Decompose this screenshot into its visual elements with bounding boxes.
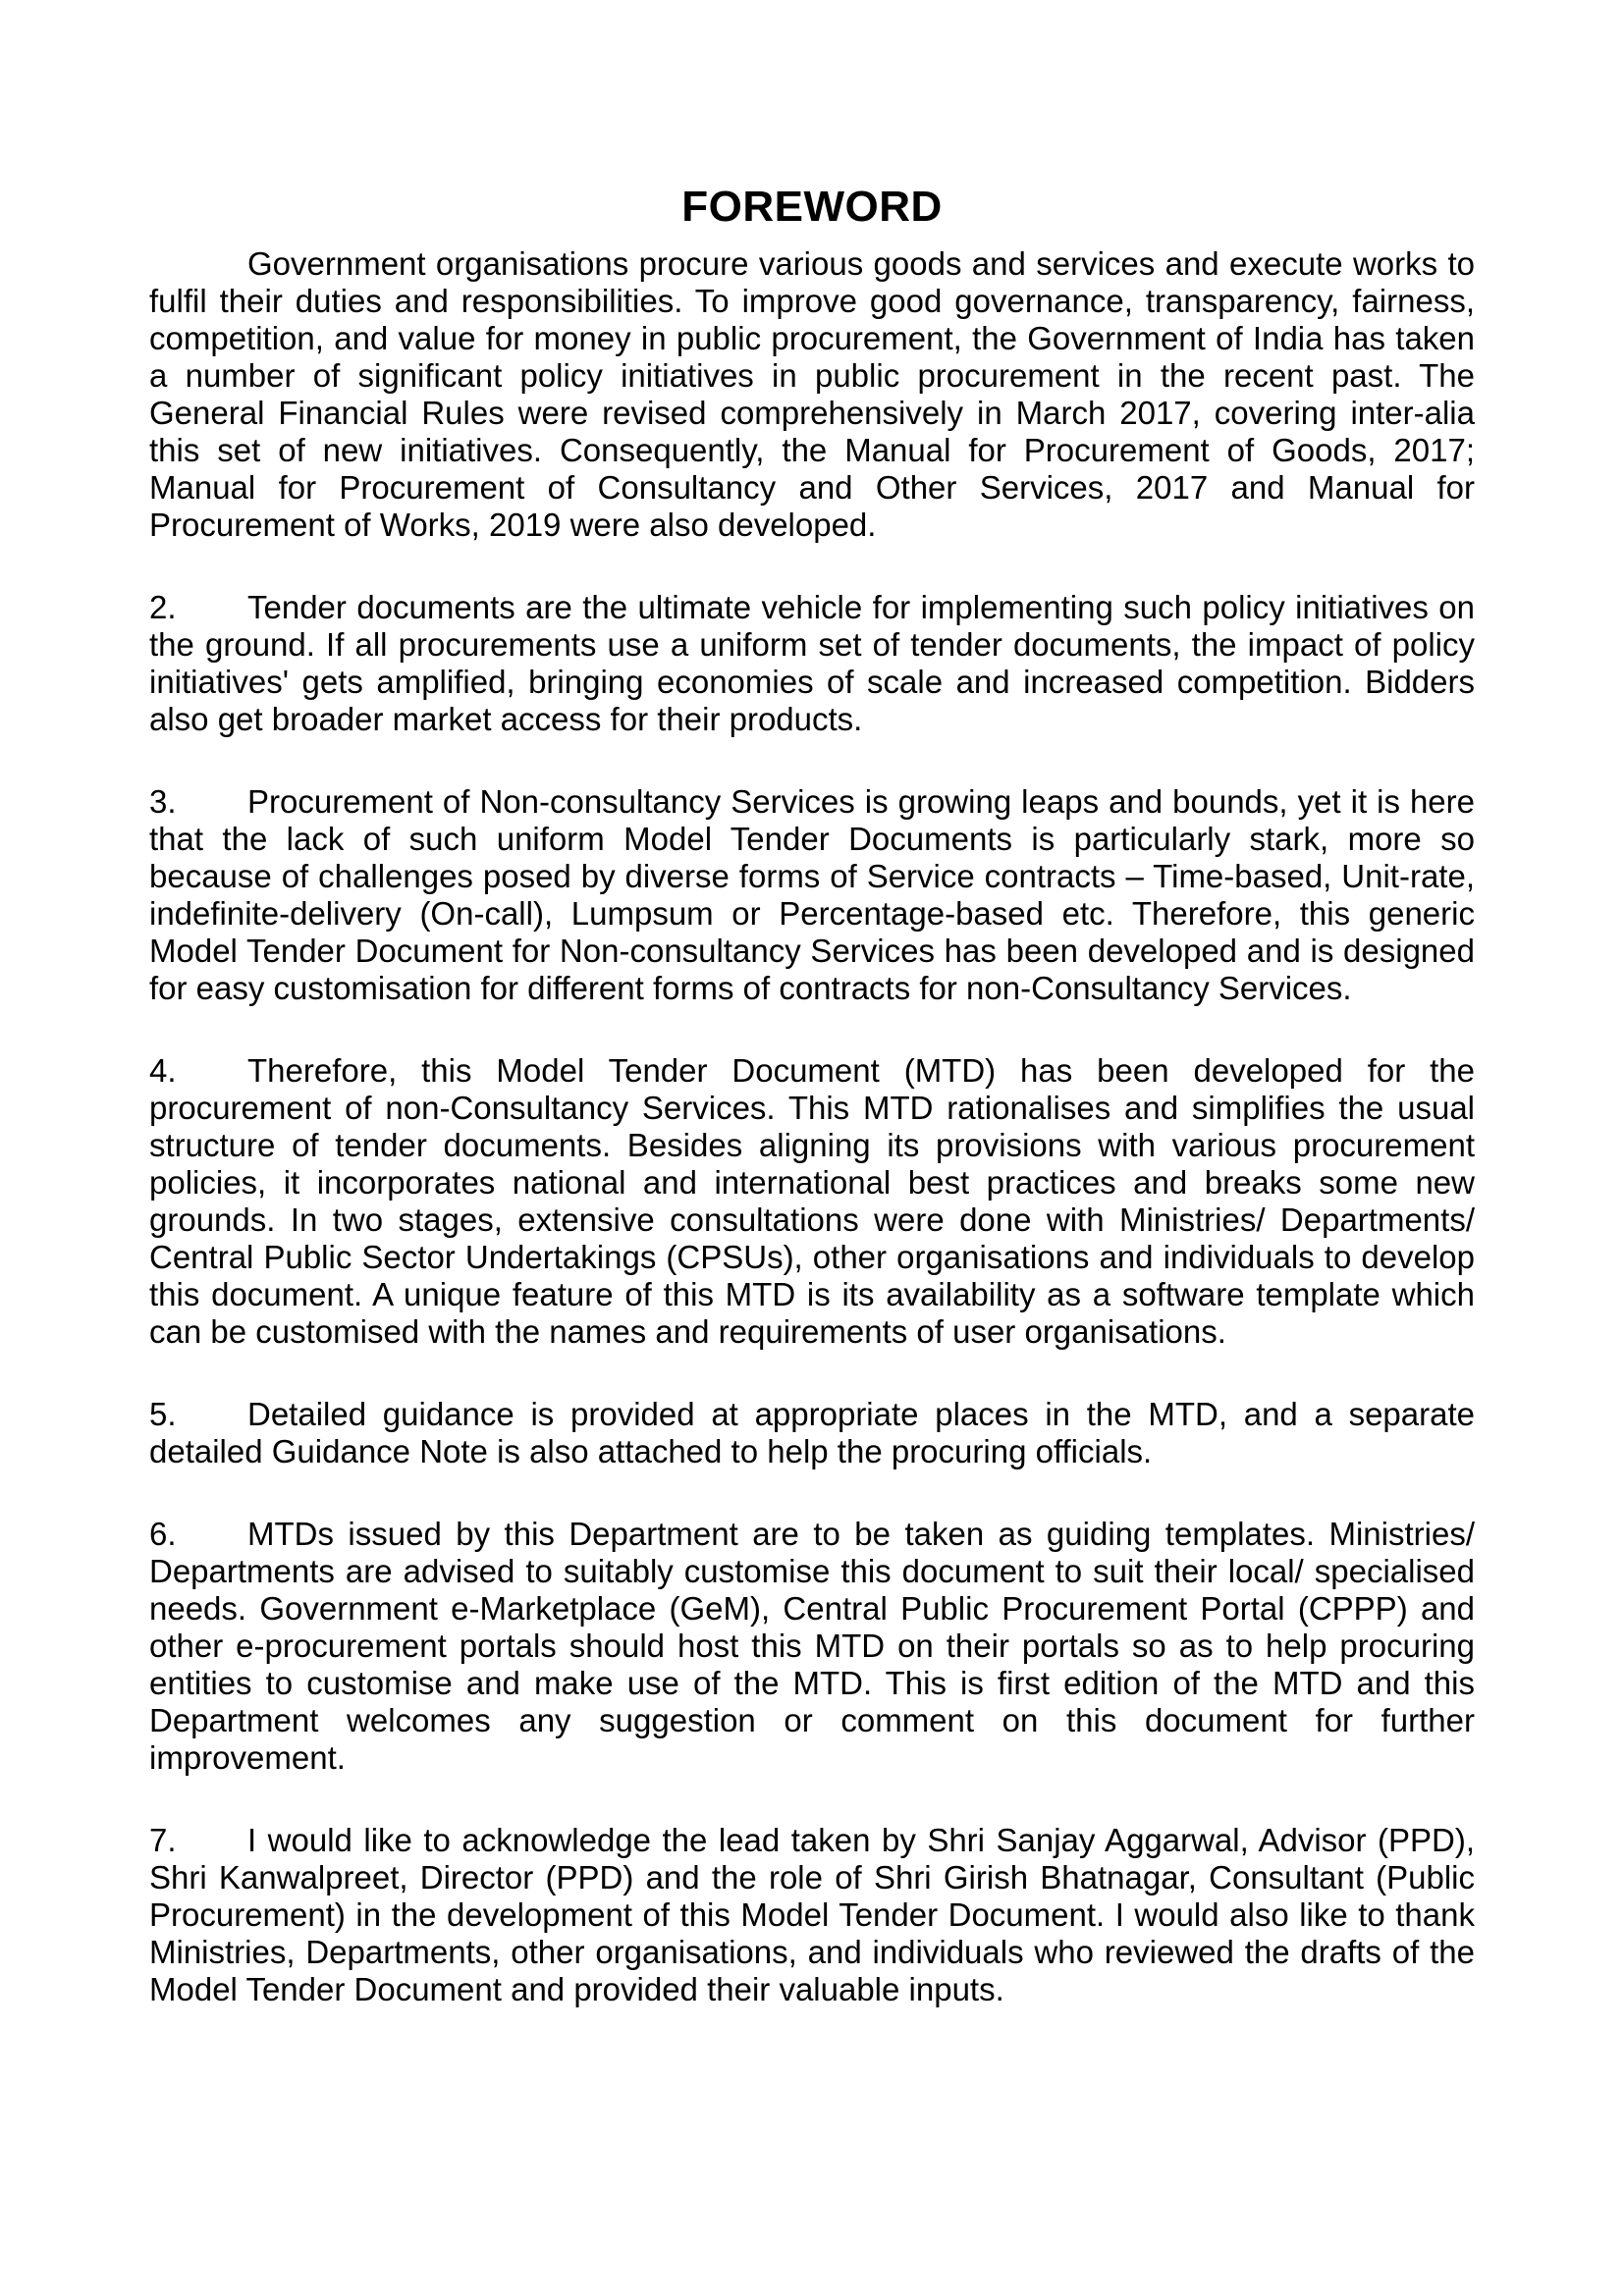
paragraph-3-number: 3. (149, 783, 177, 820)
paragraph-7 (149, 1822, 1475, 2008)
paragraph-6-text: MTDs issued by this Department are to be taken as guiding templates. Ministries/ Departments are advised to suitably customise this document to suit their local/ specialised needs. Government e-Marketplace (GeM), Central Public Procurement Portal (CPPP) and other e-procurement portals should host this MTD on their portals so as to help procuring entities to customise and make use of the MTD. This is first edition of the MTD and this Department welcomes any suggestion or comment on this document for further improvement. (149, 1516, 1475, 1776)
paragraph-5 (149, 1396, 1475, 1470)
paragraph-3-text: Procurement of Non-consultancy Services is growing leaps and bounds, yet it is here that the lack of such uniform Model Tender Documents is particularly stark, more so because of challenges posed by diverse forms of Service contracts – Time-based, Unit-rate, indefinite-delivery (On-call), Lumpsum or Percentage-based etc. Therefore, this generic Model Tender Document for Non-consultancy Services has been developed and is designed for easy customisation for different forms of contracts for non-Consultancy Services. (149, 783, 1475, 1006)
paragraph-6-number: 6. (149, 1516, 177, 1552)
paragraph-3 (149, 783, 1475, 1007)
paragraph-4 (149, 1052, 1475, 1351)
paragraph-2 (149, 589, 1475, 738)
paragraph-4-text: Therefore, this Model Tender Document (MTD) has been developed for the procurement of non-Consultancy Services. This MTD rationalises and simplifies the usual structure of tender documents. Besides aligning its provisions with various procurement policies, it incorporates national and international best practices and breaks some new grounds. In two stages, extensive consultations were done with Ministries/ Departments/ Central Public Sector Undertakings (CPSUs), other organisations and individuals to develop this document. A unique feature of this MTD is its availability as a software template which can be customised with the names and requirements of user organisations. (149, 1052, 1475, 1350)
paragraph-1 (149, 245, 1475, 544)
paragraph-4-number: 4. (149, 1052, 177, 1089)
paragraph-7-text: I would like to acknowledge the lead taken by Shri Sanjay Aggarwal, Advisor (PPD), Shri Kanwalpreet, Director (PPD) and the role of Shri Girish Bhatnagar, Consultant (Public Procurement) in the development of this Model Tender Document. I would also like to thank Ministries, Departments, other organisations, and individuals who reviewed the drafts of the Model Tender Document and provided their valuable inputs. (149, 1822, 1475, 2007)
paragraph-2-text: Tender documents are the ultimate vehicle for implementing such policy initiatives on the ground. If all procurements use a uniform set of tender documents, the impact of policy initiatives' gets amplified, bringing economies of scale and increased competition. Bidders also get broader market access for their products. (149, 589, 1475, 737)
paragraph-2-number: 2. (149, 589, 177, 625)
paragraph-7-number: 7. (149, 1822, 177, 1858)
paragraph-5-text: Detailed guidance is provided at appropriate places in the MTD, and a separate detailed Guidance Note is also attached to help the procuring officials. (149, 1396, 1475, 1469)
paragraph-5-number: 5. (149, 1396, 177, 1432)
paragraph-6 (149, 1516, 1475, 1777)
document-title: FOREWORD (681, 183, 943, 231)
paragraph-1-text: Government organisations procure various goods and services and execute works to fulfil their duties and responsibilities. To improve good governance, transparency, fairness, competition, and value for money in public procurement, the Government of India has taken a number of significant policy initiatives in public procurement in the recent past. The General Financial Rules were revised comprehensively in March 2017, covering inter-alia this set of new initiatives. Consequently, the Manual for Procurement of Goods, 2017; Manual for Procurement of Consultancy and Other Services, 2017 and Manual for Procurement of Works, 2019 were also developed. (149, 245, 1475, 543)
